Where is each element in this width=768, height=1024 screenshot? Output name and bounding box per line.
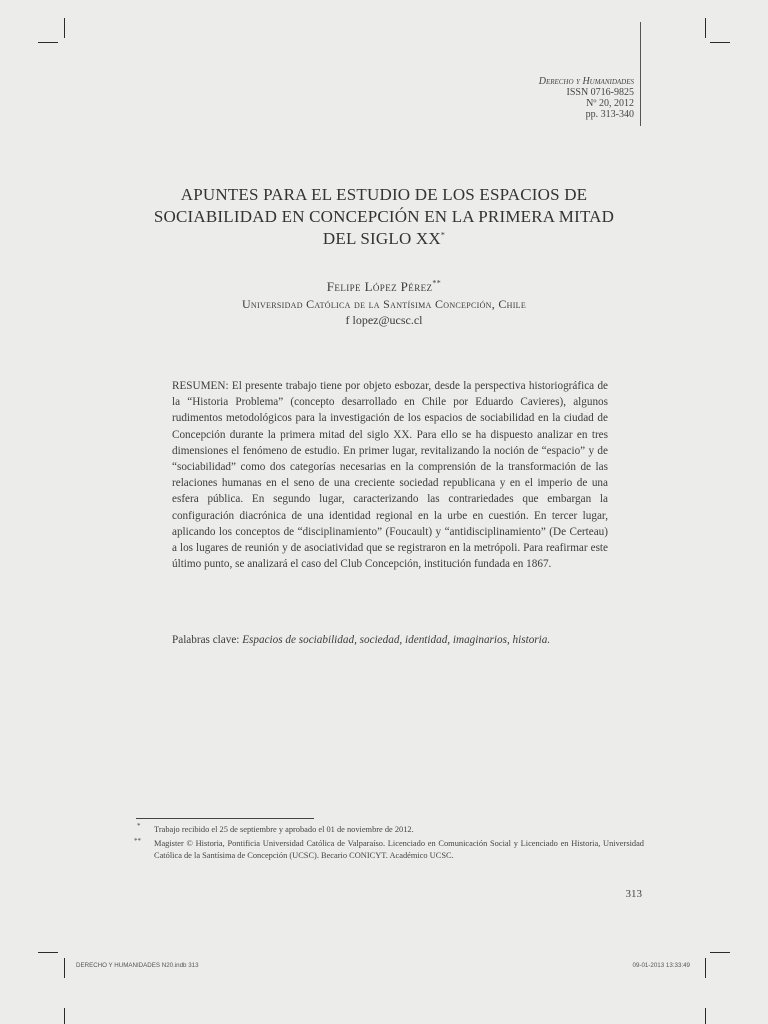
author-name	[120, 279, 648, 295]
author-text: Felipe López Pérez	[326, 279, 433, 294]
title-line	[120, 228, 648, 250]
journal-pages: pp. 313-340	[585, 109, 634, 120]
crop-mark	[705, 1008, 706, 1024]
title-line: APUNTES PARA EL ESTUDIO DE LOS ESPACIOS DE	[180, 185, 588, 204]
margin-rule	[640, 22, 641, 126]
crop-mark	[710, 952, 730, 953]
print-slug-right: 09-01-2013 13:33:49	[632, 962, 690, 969]
abstract-text: RESUMEN: El presente trabajo tiene por objeto esbozar, desde la perspectiva historiográfica de la “Historia Problema” (concepto desarrollado en Chile por Eduardo Cavieres), algunos rudimentos metodológicos para la investigación de los espacios de sociabilidad en la ciudad de Concepción durante la primera mitad del siglo XX. Para ello se ha dispuesto analizar en tres dimensiones el fenómeno de estudio. En primer lugar, revitalizando la noción de “espacio” y de “sociabilidad” como dos categorías necesarias en la comprensión de la transformación de las relaciones humanas en el seno de una creciente sociedad republicana y en el imperio de una esfera pública. En segundo lugar, caracterizando las contrariedades que embargan la configuración diacrónica de una identidad regional en la urbe en cuestión. En tercer lugar, aplicando los conceptos de “disciplinamiento” (Foucault) y “antidisciplinamiento” (De Certeau) a los lugares de reunión y de asociatividad que se registraron en la metrópoli. Para reafirmar este último punto, se analizará el caso del Club Concepción, institución fundada en 1867.	[172, 380, 608, 571]
journal-header	[539, 76, 634, 120]
footnote-mark: **	[134, 837, 141, 845]
title-line-text: DEL SIGLO XX	[322, 229, 441, 248]
crop-mark	[64, 958, 65, 978]
crop-mark	[64, 1008, 65, 1024]
crop-mark	[38, 952, 58, 953]
crop-mark	[64, 18, 65, 38]
footnote: Trabajo recibido el 25 de septiembre y aprobado el 01 de noviembre de 2012.	[154, 825, 414, 834]
keywords-label: Palabras clave:	[172, 634, 240, 646]
journal-issue: Nº 20, 2012	[586, 98, 634, 109]
journal-issn: ISSN 0716-9825	[566, 87, 634, 98]
crop-mark	[705, 18, 706, 38]
keywords	[172, 632, 608, 648]
author-footnote-mark: **	[432, 278, 442, 288]
crop-mark	[705, 958, 706, 978]
article-title	[120, 184, 648, 250]
title-line: SOCIABILIDAD EN CONCEPCIÓN EN LA PRIMERA MITAD	[153, 207, 615, 226]
title-footnote-mark: *	[440, 230, 446, 240]
keywords-list: Espacios de sociabilidad, sociedad, identidad, imaginarios, historia.	[242, 634, 551, 646]
journal-name: Derecho y Humanidades	[538, 76, 634, 87]
crop-mark	[710, 42, 730, 43]
author-email: f lopez@ucsc.cl	[345, 313, 423, 327]
footnote-rule	[136, 818, 314, 819]
footnote: Magister © Historia, Pontificia Universidad Católica de Valparaíso. Licenciado en Comunicación Social y Licenciado en Historia, Universidad Católica de la Santísima de Concepción (UCSC). Becario CONICYT. Académico UCSC.	[154, 839, 644, 860]
print-slug-left: DERECHO Y HUMANIDADES N20.indb 313	[76, 962, 199, 969]
page-number: 313	[625, 888, 642, 900]
crop-mark	[38, 42, 58, 43]
footnote-mark: *	[137, 822, 141, 830]
author-affiliation: Universidad Católica de la Santísima Concepción, Chile	[241, 297, 527, 311]
